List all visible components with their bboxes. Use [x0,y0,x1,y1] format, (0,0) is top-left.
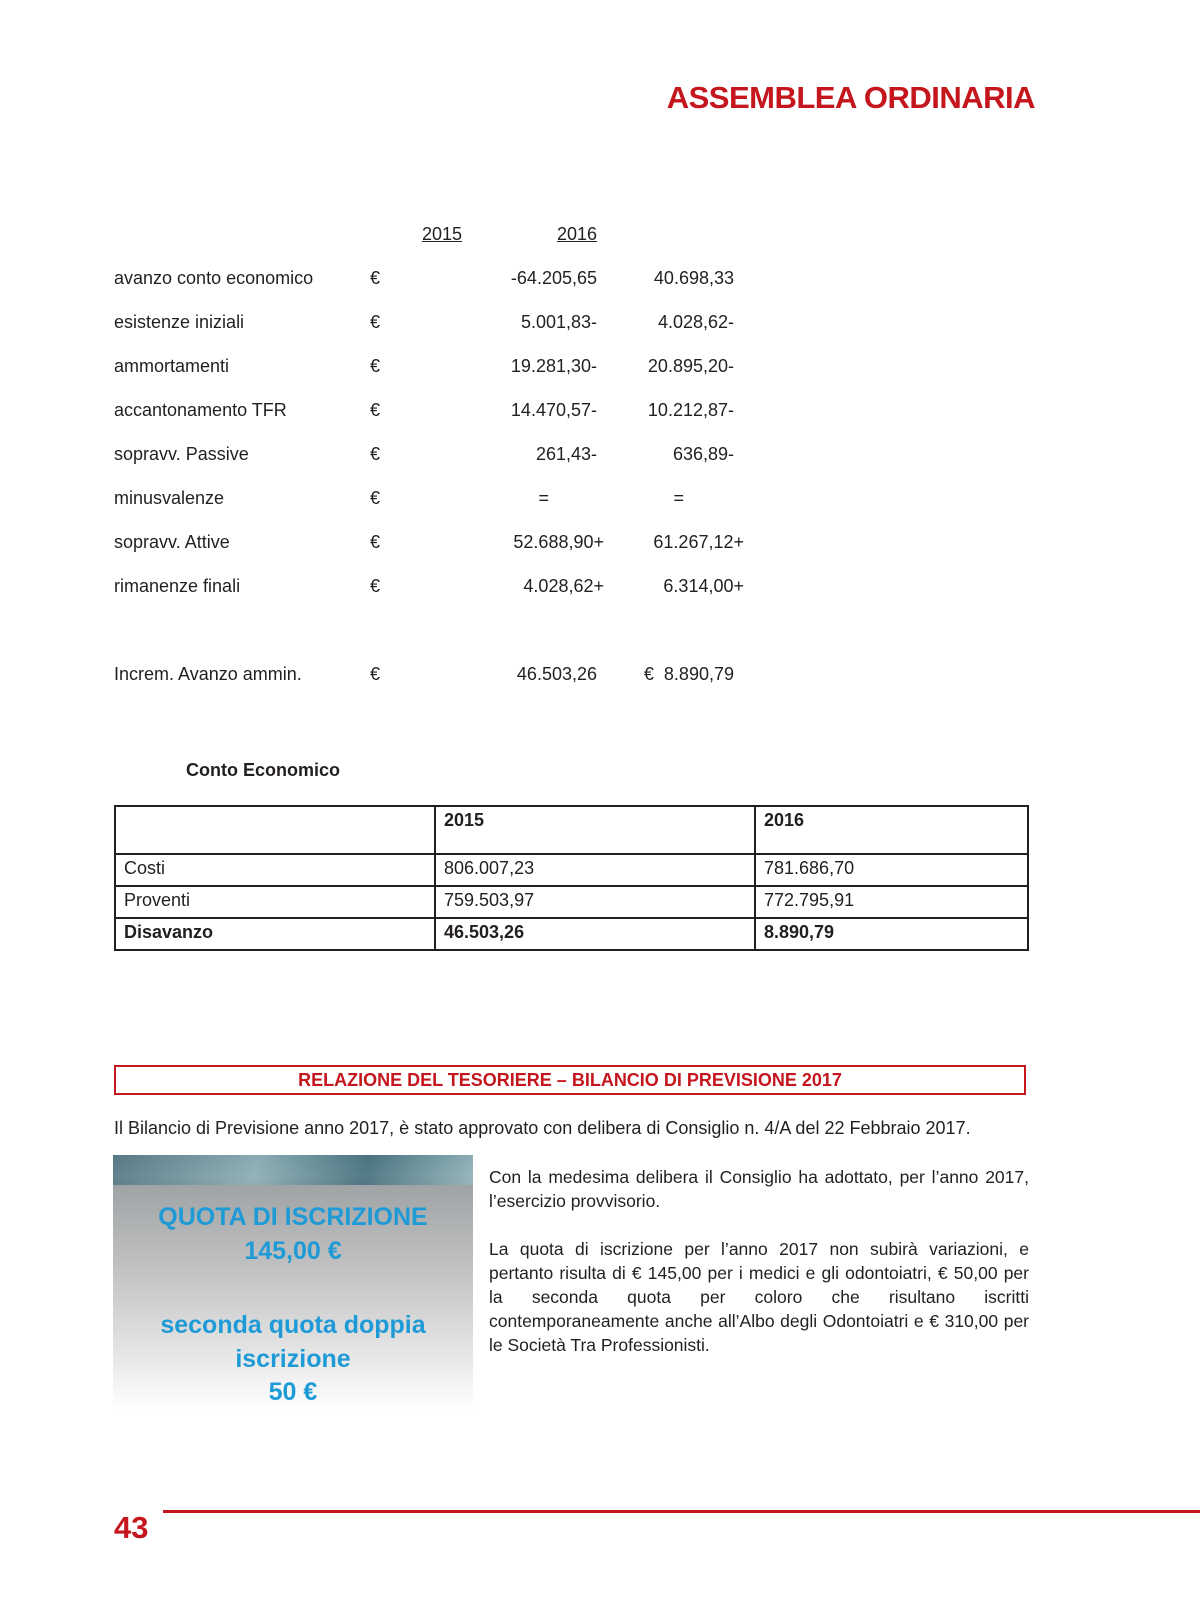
value-2016: 10.212,87- [647,400,734,420]
value-2015: 19.281,30- [510,356,597,376]
value-2016: 61.267,12+ [653,532,744,552]
row-label: sopravv. Passive [114,444,249,464]
financial-row [114,488,684,532]
quota-image-line: iscrizione [235,1345,351,1373]
value-2015: 14.470,57- [510,400,597,420]
financial-row [114,356,734,400]
value-2015: 261,43- [535,444,597,464]
value-2016: 6.314,00+ [663,576,744,596]
financial-row [114,400,734,444]
value-2015: 5.001,83- [520,312,597,332]
currency-symbol: € [370,532,381,552]
currency-symbol: € [370,488,381,508]
currency-symbol: € [370,312,381,332]
financial-row [114,576,744,620]
table-cell: Costi [115,854,435,886]
row-label: rimanenze finali [114,576,241,596]
row-label: accantonamento TFR [114,400,287,420]
table-cell: 2016 [755,806,1028,854]
quota-image-line: 145,00 € [244,1237,342,1265]
row-label: Increm. Avanzo ammin. [114,664,302,684]
intro-text: Il Bilancio di Previsione anno 2017, è stato approvato con delibera di Consiglio n. 4/A del 22 Febbraio 2017. [114,1118,971,1138]
table-cell: Disavanzo [115,918,435,950]
quota-image-line: 50 € [268,1378,318,1406]
currency-symbol: € [370,356,381,376]
row-label: avanzo conto economico [114,268,314,288]
quota-image-line: seconda quota doppia [160,1311,426,1339]
value-2016: 4.028,62- [657,312,734,332]
value-2016: € 8.890,79 [643,664,734,684]
value-2015: 46.503,26 [516,664,597,684]
year-2015-header: 2015 [421,224,462,244]
value-2016: 20.895,20- [647,356,734,376]
value-2015: = [538,488,549,508]
row-label: esistenze iniziali [114,312,245,332]
table-cell: 772.795,91 [755,886,1028,918]
currency-symbol: € [370,444,381,464]
table-header-row [115,806,1028,854]
body-text [489,1165,1029,1381]
currency-symbol: € [370,268,381,288]
financial-summary [114,224,744,708]
currency-symbol: € [370,576,381,596]
currency-symbol: € [370,664,381,684]
financial-total-row [114,664,734,708]
paragraph: La quota di iscrizione per l’anno 2017 non subirà variazioni, e pertanto risulta di € 145,00 per i medici e gli odontoiatri, € 50,00 per la seconda quota per coloro che risultano iscritti contemporaneamente anche all’Albo degli Odontoiatri e € 310,00 per le Società Tra Professionisti. [489,1239,1029,1355]
value-2015: 4.028,62+ [523,576,604,596]
value-2015: 52.688,90+ [513,532,604,552]
row-label: ammortamenti [114,356,230,376]
financial-row [114,444,734,488]
conto-economico-table [114,805,1029,951]
page-number: 43 [114,1510,149,1545]
wave-decoration [113,1155,473,1185]
table-cell: 759.503,97 [435,886,755,918]
table-cell: Proventi [115,886,435,918]
table-cell: 46.503,26 [435,918,755,950]
quota-image-line: QUOTA DI ISCRIZIONE [158,1203,428,1231]
section-heading: RELAZIONE DEL TESORIERE – BILANCIO DI PREVISIONE 2017 [114,1065,1026,1095]
currency-symbol: € [370,400,381,420]
paragraph: Con la medesima delibera il Consiglio ha adottato, per l’anno 2017, l’esercizio provvisorio. [489,1167,1029,1211]
table-row [115,918,1028,950]
financial-row [114,532,744,576]
value-2016: 636,89- [672,444,734,464]
conto-economico-title: Conto Economico [186,760,340,780]
row-label: sopravv. Attive [114,532,230,552]
table-row [115,854,1028,886]
value-2015: -64.205,65 [510,268,597,288]
table-cell: 8.890,79 [755,918,1028,950]
quota-image [113,1155,473,1410]
table-cell: 781.686,70 [755,854,1028,886]
footer-rule [163,1510,1200,1513]
table-row [115,886,1028,918]
table-cell: 2015 [435,806,755,854]
value-2016: = [673,488,684,508]
page-title: ASSEMBLEA ORDINARIA [666,80,1035,115]
table-cell [115,806,435,854]
financial-row [114,268,734,312]
row-label: minusvalenze [114,488,225,508]
table-cell: 806.007,23 [435,854,755,886]
financial-header-row [114,224,674,268]
financial-row [114,312,734,356]
year-2016-header: 2016 [556,224,597,244]
value-2016: 40.698,33 [653,268,734,288]
